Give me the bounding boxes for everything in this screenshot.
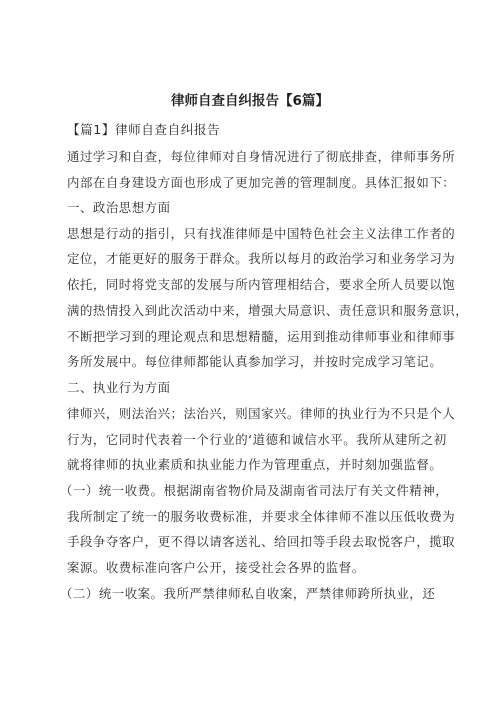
- subsection-heading: 二、执业行为方面: [67, 380, 171, 395]
- paragraph-line: 依托，同时将党支部的发展与所内管理相结合，要求全所人员要以饱: [67, 277, 456, 292]
- paragraph-line: （一）统一收费。根据湖南省物价局及湖南省司法厅有关文件精神，: [60, 483, 449, 498]
- paragraph-line: 思想是行动的指引，只有找准律师是中国特色社会主义法律工作者的: [67, 226, 456, 241]
- paragraph-line: 行为，它同时代表着一个行业的‘道德和诚信水平。我所从建所之初: [67, 432, 447, 447]
- paragraph-line: 定位，才能更好的服务于群众。我所以每月的政治学习和业务学习为: [67, 251, 456, 266]
- paragraph-line: 就将律师的执业素质和执业能力作为管理重点，并时刻加强监督。: [67, 457, 443, 472]
- paragraph-line: 内部在自身建设方面也形成了更加完善的管理制度。具体汇报如下：: [67, 175, 456, 190]
- section-heading: 【篇1】律师自查自纠报告: [67, 122, 221, 137]
- paragraph-line: 满的热情投入到此次活动中来，增强大局意识、责任意识和服务意识，: [67, 303, 469, 318]
- subsection-heading: 一、政治思想方面: [67, 200, 171, 215]
- document-title: 律师自查自纠报告【6篇】: [171, 93, 329, 109]
- paragraph-line: 务所发展中。每位律师都能认真参加学习，并按时完成学习笔记。: [67, 354, 443, 369]
- paragraph-line: 通过学习和自查，每位律师对自身情况进行了彻底排查，律师事务所: [67, 149, 456, 164]
- paragraph-line: 我所制定了统一的服务收费标准，并要求全体律师不准以压低收费为: [67, 509, 456, 524]
- paragraph-line: 不断把学习到的理论观点和思想精髓，运用到推动律师事业和律师事: [67, 329, 456, 344]
- paragraph-line: （二）统一收案。我所严禁律师私自收案，严禁律师跨所执业，还: [60, 586, 436, 601]
- paragraph-line: 案源。收费标准向客户公开，接受社会各界的监督。: [67, 560, 365, 575]
- paragraph-line: 律师兴，则法治兴；法治兴，则国家兴。律师的执业行为不只是个人: [67, 406, 456, 421]
- paragraph-line: 手段争夺客户，更不得以请客送礼、给回扣等手段去取悦客户，揽取: [67, 534, 456, 549]
